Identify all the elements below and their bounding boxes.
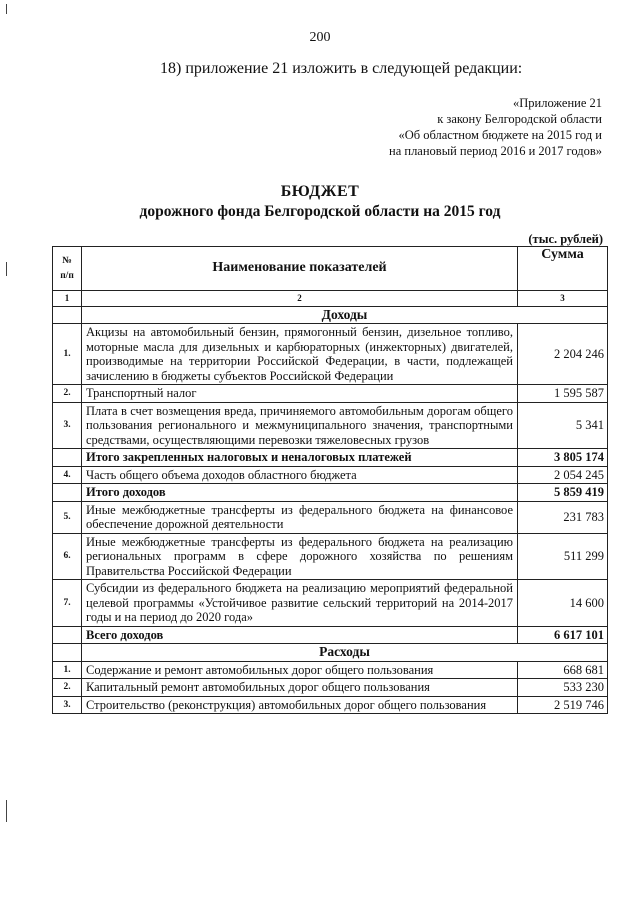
column-number: 3 [518,291,608,307]
row-number: 2. [53,679,82,697]
row-name: Содержание и ремонт автомобильных дорог общего пользования [82,661,518,679]
row-name: Итого закрепленных налоговых и неналоговых платежей [82,449,518,467]
column-number: 1 [53,291,82,307]
column-number: 2 [82,291,518,307]
row-number: 2. [53,385,82,403]
row-sum: 2 054 245 [518,466,608,484]
row-name: Иные межбюджетные трансферты из федерального бюджета на финансовое обеспечение дорожной деятельности [82,501,518,533]
header-num: № п/п [53,247,82,291]
row-sum: 5 859 419 [518,484,608,502]
row-name: Транспортный налог [82,385,518,403]
header-name: Наименование показателей [82,247,518,291]
margin-mark [6,262,7,276]
row-sum: 14 600 [518,580,608,627]
row-sum: 668 681 [518,661,608,679]
row-name: Субсидии из федерального бюджета на реализацию мероприятий федеральной целевой программы «Устойчивое развитие сельский территорий на 2014-2017 годы и на период до 2020 года» [82,580,518,627]
row-number [53,449,82,467]
table-row [53,324,608,385]
row-name: Часть общего объема доходов областного бюджета [82,466,518,484]
row-number: 4. [53,466,82,484]
margin-mark [6,800,7,822]
table-row [53,580,608,627]
row-number [53,626,82,644]
row-number: 6. [53,533,82,580]
row-sum: 533 230 [518,679,608,697]
table-row [53,466,608,484]
intro-text: 18) приложение 21 изложить в следующей редакции: [160,60,523,77]
row-number: 7. [53,580,82,627]
row-sum: 231 783 [518,501,608,533]
table-row [53,626,608,644]
appendix-line: к закону Белгородской области [437,112,602,126]
page-number: 200 [309,30,331,45]
row-number: 3. [53,696,82,714]
table-row [53,696,608,714]
row-number: 5. [53,501,82,533]
row-sum: 1 595 587 [518,385,608,403]
document-title: БЮДЖЕТ [280,183,360,200]
appendix-line: на плановый период 2016 и 2017 годов» [389,144,602,158]
row-sum: 6 617 101 [518,626,608,644]
section-income: Доходы [82,306,608,324]
document-subtitle: дорожного фонда Белгородской области на 2015 год [139,203,501,220]
table-row [53,679,608,697]
row-name: Акцизы на автомобильный бензин, прямогонный бензин, дизельное топливо, моторные масла для дизельных и карбюраторных (инжекторных) двигателей, производимые на территории Российской Федерации, в части, подлежащей зачислению в бюджеты субъектов Российской Федерации [82,324,518,385]
row-sum: 5 341 [518,402,608,449]
table-row [53,484,608,502]
row-name: Строительство (реконструкция) автомобильных дорог общего пользования [82,696,518,714]
table-row [53,533,608,580]
table-row [53,385,608,403]
row-sum: 2 519 746 [518,696,608,714]
section-expenses: Расходы [82,644,608,662]
table-row [53,402,608,449]
appendix-reference [389,95,602,159]
margin-mark [6,4,7,14]
row-name: Капитальный ремонт автомобильных дорог общего пользования [82,679,518,697]
table-row [53,501,608,533]
unit-label: (тыс. рублей) [528,232,603,246]
row-number: 3. [53,402,82,449]
row-number: 1. [53,324,82,385]
header-sum: Сумма [518,247,608,291]
appendix-line: «Об областном бюджете на 2015 год и [398,128,602,142]
row-name: Итого доходов [82,484,518,502]
row-name: Плата в счет возмещения вреда, причиняемого автомобильным дорогам общего пользования регионального и межмуниципального значения, транспортными средствами, осуществляющими перевозки тяжеловесных грузов [82,402,518,449]
table-row [53,449,608,467]
row-number: 1. [53,661,82,679]
row-number [53,484,82,502]
row-sum: 2 204 246 [518,324,608,385]
appendix-line: «Приложение 21 [513,96,602,110]
row-sum: 511 299 [518,533,608,580]
row-name: Всего доходов [82,626,518,644]
table-row [53,661,608,679]
budget-table [52,246,608,714]
row-name: Иные межбюджетные трансферты из федерального бюджета на реализацию региональных программ в сфере дорожного хозяйства по решениям Правительства Российской Федерации [82,533,518,580]
row-sum: 3 805 174 [518,449,608,467]
